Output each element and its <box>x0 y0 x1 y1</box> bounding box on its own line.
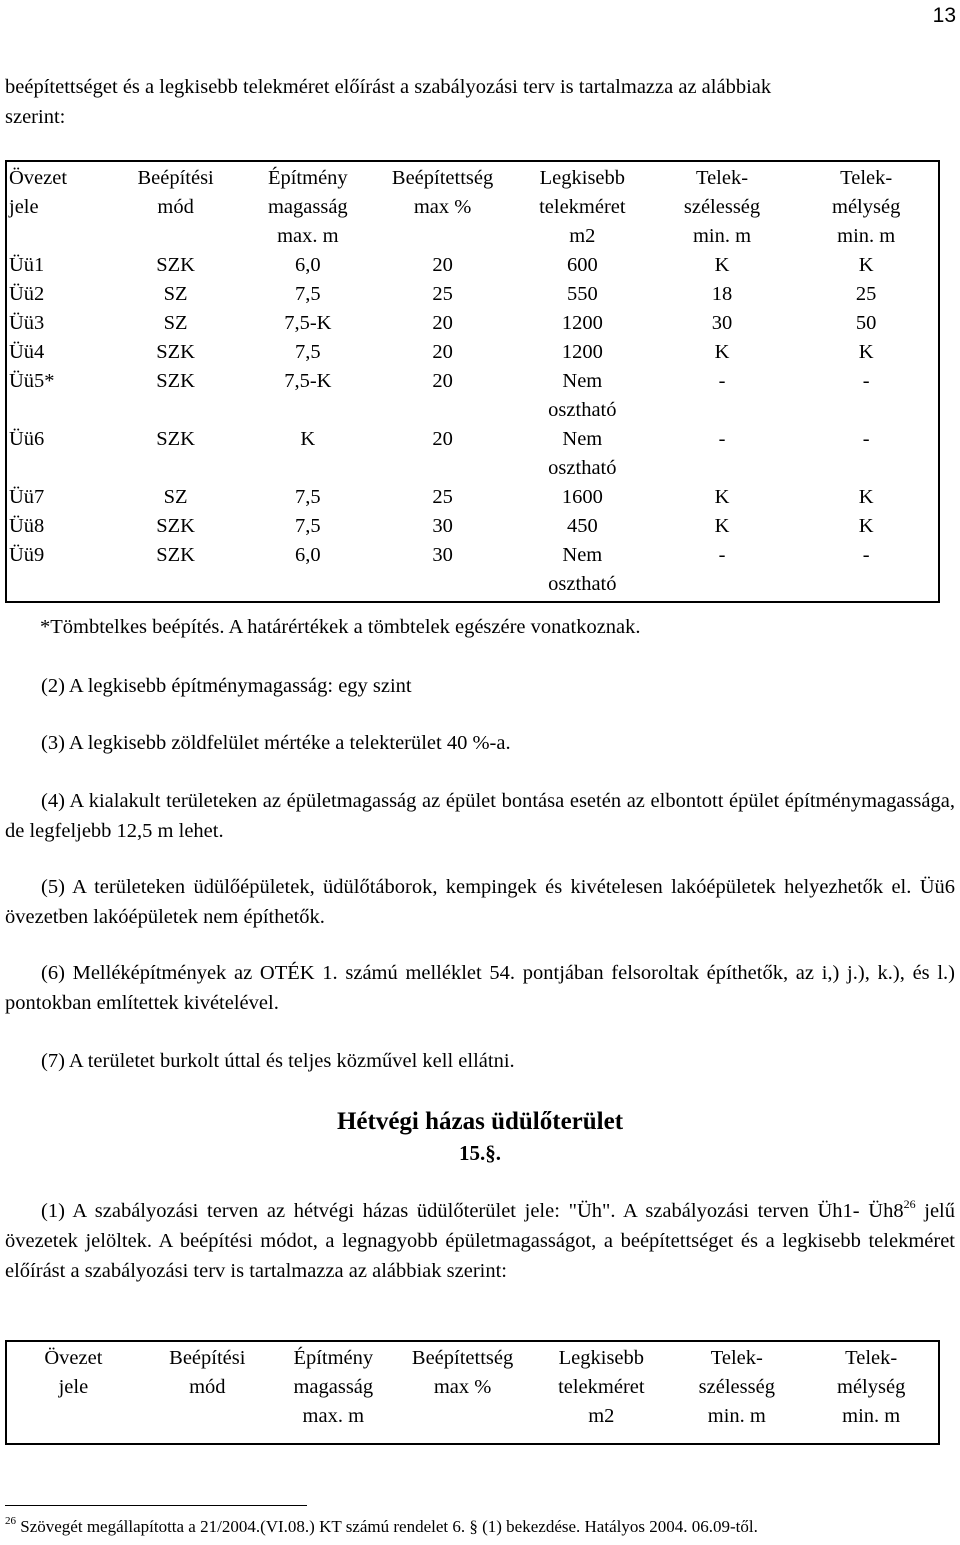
table-body <box>6 1435 939 1444</box>
table-cell <box>370 367 515 425</box>
table-cell <box>794 367 939 425</box>
column-header-line: min. m <box>707 1405 766 1427</box>
section-number: 15.§. <box>459 1141 501 1165</box>
column-header-line: Telek- <box>845 1347 898 1369</box>
table-row <box>6 367 939 425</box>
column-header <box>533 1341 669 1435</box>
table-cell <box>650 338 795 367</box>
table-cell <box>515 483 650 512</box>
table-cell <box>515 338 650 367</box>
table-cell <box>245 512 370 541</box>
table-cell <box>6 512 106 541</box>
section-title: Hétvégi házas üdülőterület <box>336 1108 624 1135</box>
column-header-line: Övezet <box>44 1347 103 1369</box>
column-header-line: max. m <box>302 1405 365 1427</box>
table-cell-text: K <box>858 254 874 276</box>
table-cell-text: 600 <box>566 254 598 276</box>
page-number: 13 <box>932 4 956 27</box>
table-cell <box>650 251 795 280</box>
table-cell-text: 25 <box>432 486 453 508</box>
intro-line-1: beépítettséget és a legkisebb telekméret előírást a szabályozási terv is tartalmazza az alábbiak <box>5 76 772 98</box>
table-cell-text: SZ <box>163 486 188 508</box>
column-header-line: telekméret <box>558 1376 645 1398</box>
column-header-line: magasság <box>267 196 348 218</box>
column-header-line: Telek- <box>695 167 749 189</box>
footnote-number: 26 <box>5 1515 16 1527</box>
footnote-reference[interactable]: 26 <box>903 1197 916 1211</box>
table-cell-text: SZK <box>156 370 195 392</box>
table-cell <box>245 309 370 338</box>
table-cell-text: 7,5-K <box>284 312 332 334</box>
table-cell-text: Üü3 <box>9 312 45 334</box>
column-header <box>794 161 939 251</box>
table-cell <box>370 251 515 280</box>
footnote <box>5 1515 758 1539</box>
table-cell <box>370 483 515 512</box>
table-cell-text: K <box>858 341 874 363</box>
table-cell <box>650 483 795 512</box>
table-header <box>6 1341 939 1435</box>
column-header-line: Telek- <box>840 167 893 189</box>
table-cell <box>515 309 650 338</box>
table-cell-text: 7,5 <box>295 341 321 363</box>
table-cell-text: 25 <box>855 283 877 305</box>
column-header-line: szélesség <box>698 1376 775 1398</box>
table-cell <box>245 541 370 602</box>
column-header-line: mélység <box>837 1376 906 1398</box>
paragraph-2: (2) A legkisebb építménymagasság: egy szint <box>41 675 412 697</box>
table-cell <box>106 512 246 541</box>
table-cell <box>794 251 939 280</box>
column-header-line: max. m <box>277 225 339 247</box>
section-paragraph-1-part-2: jelű övezetek jelöltek. A beépítési módot, a legnagyobb épületmagasságot, a beépítettséget és a legkisebb telekméret előírást a szabályozási terv is tartalmazza az alábbiak szerint: <box>5 1200 955 1282</box>
table-cell <box>794 541 939 602</box>
column-header <box>669 1341 804 1435</box>
table-cell-text: 6,0 <box>295 254 321 276</box>
intro-line-2: szerint: <box>5 106 66 128</box>
table-cell <box>6 251 106 280</box>
section-paragraph-1 <box>5 1196 955 1286</box>
column-header-line: Beépítettség <box>411 1347 514 1369</box>
table-cell <box>794 425 939 483</box>
table-cell-text: Üü9 <box>9 544 45 566</box>
column-header-line: min. m <box>692 225 752 247</box>
table-cell-text: 450 <box>566 515 598 537</box>
table-cell-text: 25 <box>432 283 453 305</box>
table-cell-text: SZ <box>163 283 188 305</box>
table-cell <box>6 425 106 483</box>
table-cell-text: 6,0 <box>295 544 321 566</box>
zone-table-uh <box>5 1340 940 1445</box>
table-cell <box>515 367 650 425</box>
table-cell <box>650 367 795 425</box>
table-cell <box>650 309 795 338</box>
table-cell <box>245 425 370 483</box>
column-header-line: min. m <box>842 1405 901 1427</box>
table-cell-text: 20 <box>432 312 453 334</box>
table-cell-text: - <box>862 428 870 450</box>
column-header-line: Legkisebb <box>558 1347 645 1369</box>
table-cell <box>650 425 795 483</box>
table-cell-text: Nem osztható <box>548 544 617 595</box>
column-header-line: jele <box>58 1376 89 1398</box>
table-cell <box>794 483 939 512</box>
table-cell <box>370 541 515 602</box>
column-header <box>106 161 246 251</box>
paragraph-6: (6) Melléképítmények az OTÉK 1. számú melléklet 54. pontjában felsoroltak építhetők, az i,) j.), k.), és l.) pontokban említettek kivételével. <box>5 962 955 1014</box>
column-header-line: jele <box>9 196 39 218</box>
table-cell <box>515 280 650 309</box>
table-cell-text: 50 <box>855 312 877 334</box>
table-cell-text: Nem osztható <box>548 428 617 479</box>
table-row <box>6 338 939 367</box>
paragraph-5: (5) A területeken üdülőépületek, üdülőtáborok, kempingek és kivételesen lakóépületek helyezhetők el. Üü6 övezetben lakóépületek nem építhetők. <box>5 876 955 928</box>
table-row <box>6 541 939 602</box>
table-cell-text: 1200 <box>561 341 603 363</box>
table-cell-empty <box>6 1435 939 1444</box>
table-cell <box>650 541 795 602</box>
table-cell <box>370 280 515 309</box>
column-header-line: telekméret <box>539 196 626 218</box>
table-cell-text: Nem osztható <box>548 370 617 421</box>
table-cell-text: 1200 <box>561 312 603 334</box>
table-cell-text: 20 <box>432 254 453 276</box>
column-header <box>515 161 650 251</box>
table-cell <box>370 512 515 541</box>
footnote-divider <box>5 1505 307 1506</box>
table-cell <box>245 367 370 425</box>
table-cell-text: K <box>858 515 874 537</box>
column-header <box>245 161 370 251</box>
table-cell-text: Üü2 <box>9 283 45 305</box>
table-row <box>6 309 939 338</box>
column-header-line: Legkisebb <box>539 167 626 189</box>
column-header <box>392 1341 534 1435</box>
footnote-text: Szövegét megállapította a 21/2004.(VI.08.) KT számú rendelet 6. § (1) bekezdése. Hatályos 2004. 06.09-től. <box>20 1517 758 1536</box>
table-cell <box>6 483 106 512</box>
table-cell-text: 7,5 <box>295 515 321 537</box>
table-cell <box>245 483 370 512</box>
table-cell-text: K <box>300 428 316 450</box>
table-cell-text: Üü6 <box>9 428 45 450</box>
table-row <box>6 425 939 483</box>
column-header-line: min. m <box>837 225 896 247</box>
table-cell <box>515 425 650 483</box>
table-cell-text: 550 <box>566 283 598 305</box>
table-cell-text: - <box>862 370 870 392</box>
paragraph-7: (7) A területet burkolt úttal és teljes közművel kell ellátni. <box>41 1050 515 1072</box>
table-cell-text: 30 <box>711 312 733 334</box>
table-cell <box>6 541 106 602</box>
table-cell <box>370 338 515 367</box>
column-header-line: magasság <box>293 1376 374 1398</box>
table-cell-text: K <box>714 341 730 363</box>
table-cell <box>370 309 515 338</box>
table-cell-text: Üü1 <box>9 254 45 276</box>
table-cell-text: Üü8 <box>9 515 45 537</box>
column-header-line: Beépítési <box>137 167 214 189</box>
table-cell <box>6 309 106 338</box>
table-row <box>6 512 939 541</box>
table-row <box>6 251 939 280</box>
table-cell <box>106 251 246 280</box>
table-footnote-note: *Tömbtelkes beépítés. A határértékek a tömbtelek egészére vonatkoznak. <box>40 616 641 638</box>
table-cell <box>794 309 939 338</box>
table-cell-text: - <box>862 544 870 566</box>
table-cell <box>6 338 106 367</box>
column-header <box>6 161 106 251</box>
table-cell-text: 7,5 <box>295 283 321 305</box>
column-header-line: Telek- <box>710 1347 763 1369</box>
table-cell-text: - <box>718 370 726 392</box>
section-paragraph-1-part-1: (1) A szabályozási terven az hétvégi házas üdülőterület jele: "Üh". A szabályozási terven Üh1- Üh8 <box>41 1200 904 1222</box>
table-cell <box>515 251 650 280</box>
table-cell-text: 20 <box>432 341 453 363</box>
table-cell-text: 7,5 <box>295 486 321 508</box>
table-cell-text: SZK <box>156 515 195 537</box>
column-header-line: mélység <box>832 196 901 218</box>
table-cell <box>245 251 370 280</box>
table-cell-text: Üü4 <box>9 341 45 363</box>
table-cell <box>106 541 246 602</box>
table-cell <box>794 280 939 309</box>
column-header-line: Beépítettség <box>391 167 494 189</box>
table-cell <box>794 512 939 541</box>
column-header-line: max % <box>433 1376 492 1398</box>
table-row <box>6 280 939 309</box>
table-cell-text: - <box>718 544 726 566</box>
zone-table-uu <box>5 160 940 603</box>
table-cell <box>515 541 650 602</box>
table-cell-text: 7,5-K <box>284 370 332 392</box>
table-cell <box>6 280 106 309</box>
table-cell <box>650 280 795 309</box>
table-cell <box>245 338 370 367</box>
column-header-line: mód <box>157 196 194 218</box>
table-cell <box>106 338 246 367</box>
column-header <box>275 1341 392 1435</box>
table-cell <box>106 280 246 309</box>
table-cell-text: 1600 <box>561 486 603 508</box>
column-header <box>804 1341 939 1435</box>
table-row <box>6 1435 939 1444</box>
column-header-line: m2 <box>569 225 596 247</box>
table-cell <box>245 280 370 309</box>
column-header-line: mód <box>189 1376 226 1398</box>
table-cell-text: SZ <box>163 312 188 334</box>
table-cell-text: K <box>714 486 730 508</box>
table-cell-text: SZK <box>156 341 195 363</box>
table-cell <box>106 367 246 425</box>
table-cell-text: SZK <box>156 428 195 450</box>
table-cell-text: Üü7 <box>9 486 45 508</box>
paragraph-4: (4) A kialakult területeken az épületmagasság az épület bontása esetén az elbontott épület építménymagassága, de legfeljebb 12,5 m lehet. <box>5 790 955 842</box>
table-cell-text: 30 <box>432 515 453 537</box>
table-cell <box>106 309 246 338</box>
column-header-line: m2 <box>588 1405 615 1427</box>
table-header <box>6 161 939 251</box>
column-header <box>370 161 515 251</box>
table-cell <box>106 425 246 483</box>
table-row <box>6 483 939 512</box>
table-cell-text: 30 <box>432 544 453 566</box>
table-cell <box>650 512 795 541</box>
table-cell-text: - <box>718 428 726 450</box>
column-header-line: Övezet <box>9 167 68 189</box>
column-header-line: szélesség <box>683 196 761 218</box>
intro-paragraph <box>5 72 955 132</box>
column-header-line: Építmény <box>267 167 348 189</box>
table-cell-text: Üü5* <box>9 370 55 392</box>
table-cell-text: 18 <box>711 283 733 305</box>
column-header <box>650 161 795 251</box>
column-header-line: Beépítési <box>169 1347 246 1369</box>
column-header-line: max % <box>413 196 472 218</box>
table-cell-text: SZK <box>156 544 195 566</box>
column-header-line: Építmény <box>293 1347 374 1369</box>
column-header <box>6 1341 140 1435</box>
table-cell-text: K <box>714 254 730 276</box>
table-cell-text: SZK <box>156 254 195 276</box>
table-body <box>6 251 939 602</box>
table-cell-text: 20 <box>432 370 453 392</box>
column-header <box>140 1341 275 1435</box>
table-cell <box>794 338 939 367</box>
table-cell <box>6 367 106 425</box>
table-cell <box>370 425 515 483</box>
table-cell <box>106 483 246 512</box>
table-cell-text: 20 <box>432 428 453 450</box>
paragraph-3: (3) A legkisebb zöldfelület mértéke a telekterület 40 %-a. <box>41 732 511 754</box>
table-cell-text: K <box>714 515 730 537</box>
table-cell <box>515 512 650 541</box>
table-cell-text: K <box>858 486 874 508</box>
